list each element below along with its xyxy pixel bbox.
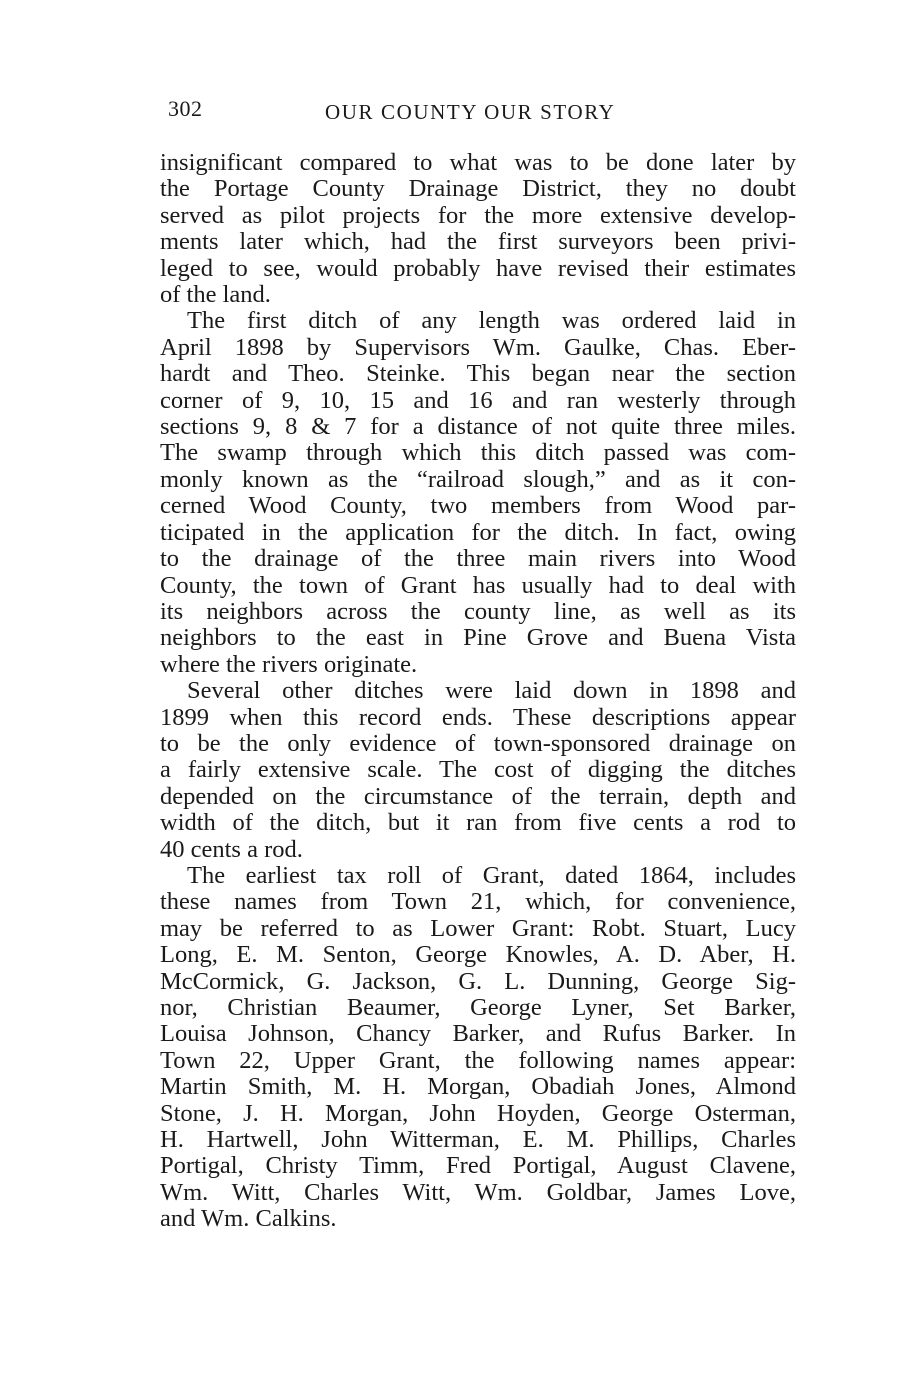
- text-line: its neighbors across the county line, as well as its: [160, 597, 796, 625]
- text-line: to the drainage of the three main rivers into Wood: [160, 545, 796, 573]
- text-line: 1899 when this record ends. These descriptions appear: [160, 703, 796, 731]
- text-line: Town 22, Upper Grant, the following names appear:: [160, 1046, 796, 1074]
- text-line: neighbors to the east in Pine Grove and Buena Vista: [160, 624, 796, 652]
- text-line: Portigal, Christy Timm, Fred Portigal, August Clavene,: [160, 1152, 796, 1180]
- text-line: Louisa Johnson, Chancy Barker, and Rufus Barker. In: [160, 1020, 796, 1048]
- text-line: of the land.: [160, 281, 271, 309]
- text-line: where the rivers originate.: [160, 650, 418, 678]
- text-line: The first ditch of any length was ordered laid in: [187, 307, 796, 335]
- text-line: nor, Christian Beaumer, George Lyner, Set Barker,: [160, 994, 796, 1021]
- body-text: [160, 150, 796, 1233]
- text-line: County, the town of Grant has usually had to deal with: [160, 571, 796, 599]
- text-line: sections 9, 8 & 7 for a distance of not quite three miles.: [160, 413, 796, 441]
- text-line: depended on the circumstance of the terrain, depth and: [160, 782, 796, 810]
- text-line: The swamp through which this ditch passed was com-: [160, 439, 796, 467]
- running-head-title: OUR COUNTY OUR STORY: [325, 100, 616, 124]
- paragraph: [160, 150, 796, 308]
- text-line: served as pilot projects for the more extensive develop-: [160, 201, 796, 229]
- text-line: Stone, J. H. Morgan, John Hoyden, George Osterman,: [160, 1099, 796, 1127]
- text-line: hardt and Theo. Steinke. This began near the section: [160, 360, 796, 388]
- text-line: corner of 9, 10, 15 and 16 and ran westerly through: [160, 386, 796, 414]
- text-line: H. Hartwell, John Witterman, E. M. Phillips, Charles: [160, 1126, 796, 1154]
- text-line: The earliest tax roll of Grant, dated 1864, includes: [187, 861, 796, 889]
- page-number: 302: [168, 96, 203, 121]
- text-line: may be referred to as Lower Grant: Robt. Stuart, Lucy: [160, 914, 796, 942]
- text-line: Several other ditches were laid down in 1898 and: [187, 677, 796, 705]
- text-line: leged to see, would probably have revised their estimates: [160, 254, 796, 282]
- text-line: monly known as the “railroad slough,” and as it con-: [160, 465, 796, 493]
- text-line: the Portage County Drainage District, they no doubt: [160, 175, 796, 203]
- text-line: Martin Smith, M. H. Morgan, Obadiah Jones, Almond: [160, 1073, 796, 1101]
- text-line: and Wm. Calkins.: [160, 1205, 337, 1233]
- text-line: ticipated in the application for the ditch. In fact, owing: [160, 518, 796, 546]
- text-line: to be the only evidence of town-sponsored drainage on: [160, 729, 796, 757]
- text-line: Long, E. M. Senton, George Knowles, A. D. Aber, H.: [160, 941, 796, 969]
- paragraph: [160, 863, 796, 1233]
- text-line: a fairly extensive scale. The cost of digging the ditches: [160, 756, 796, 784]
- text-line: 40 cents a rod.: [160, 835, 303, 863]
- text-line: insignificant compared to what was to be done later by: [160, 149, 796, 176]
- text-line: cerned Wood County, two members from Wood par-: [160, 492, 796, 520]
- paragraph: [160, 678, 796, 863]
- paragraph: [160, 308, 796, 678]
- text-line: Wm. Witt, Charles Witt, Wm. Goldbar, James Love,: [160, 1178, 796, 1206]
- text-line: McCormick, G. Jackson, G. L. Dunning, George Sig-: [160, 967, 796, 995]
- text-line: April 1898 by Supervisors Wm. Gaulke, Chas. Eber-: [160, 333, 796, 361]
- text-line: these names from Town 21, which, for convenience,: [160, 888, 796, 916]
- text-line: width of the ditch, but it ran from five cents a rod to: [160, 809, 796, 837]
- text-line: ments later which, had the first surveyors been privi-: [160, 228, 796, 256]
